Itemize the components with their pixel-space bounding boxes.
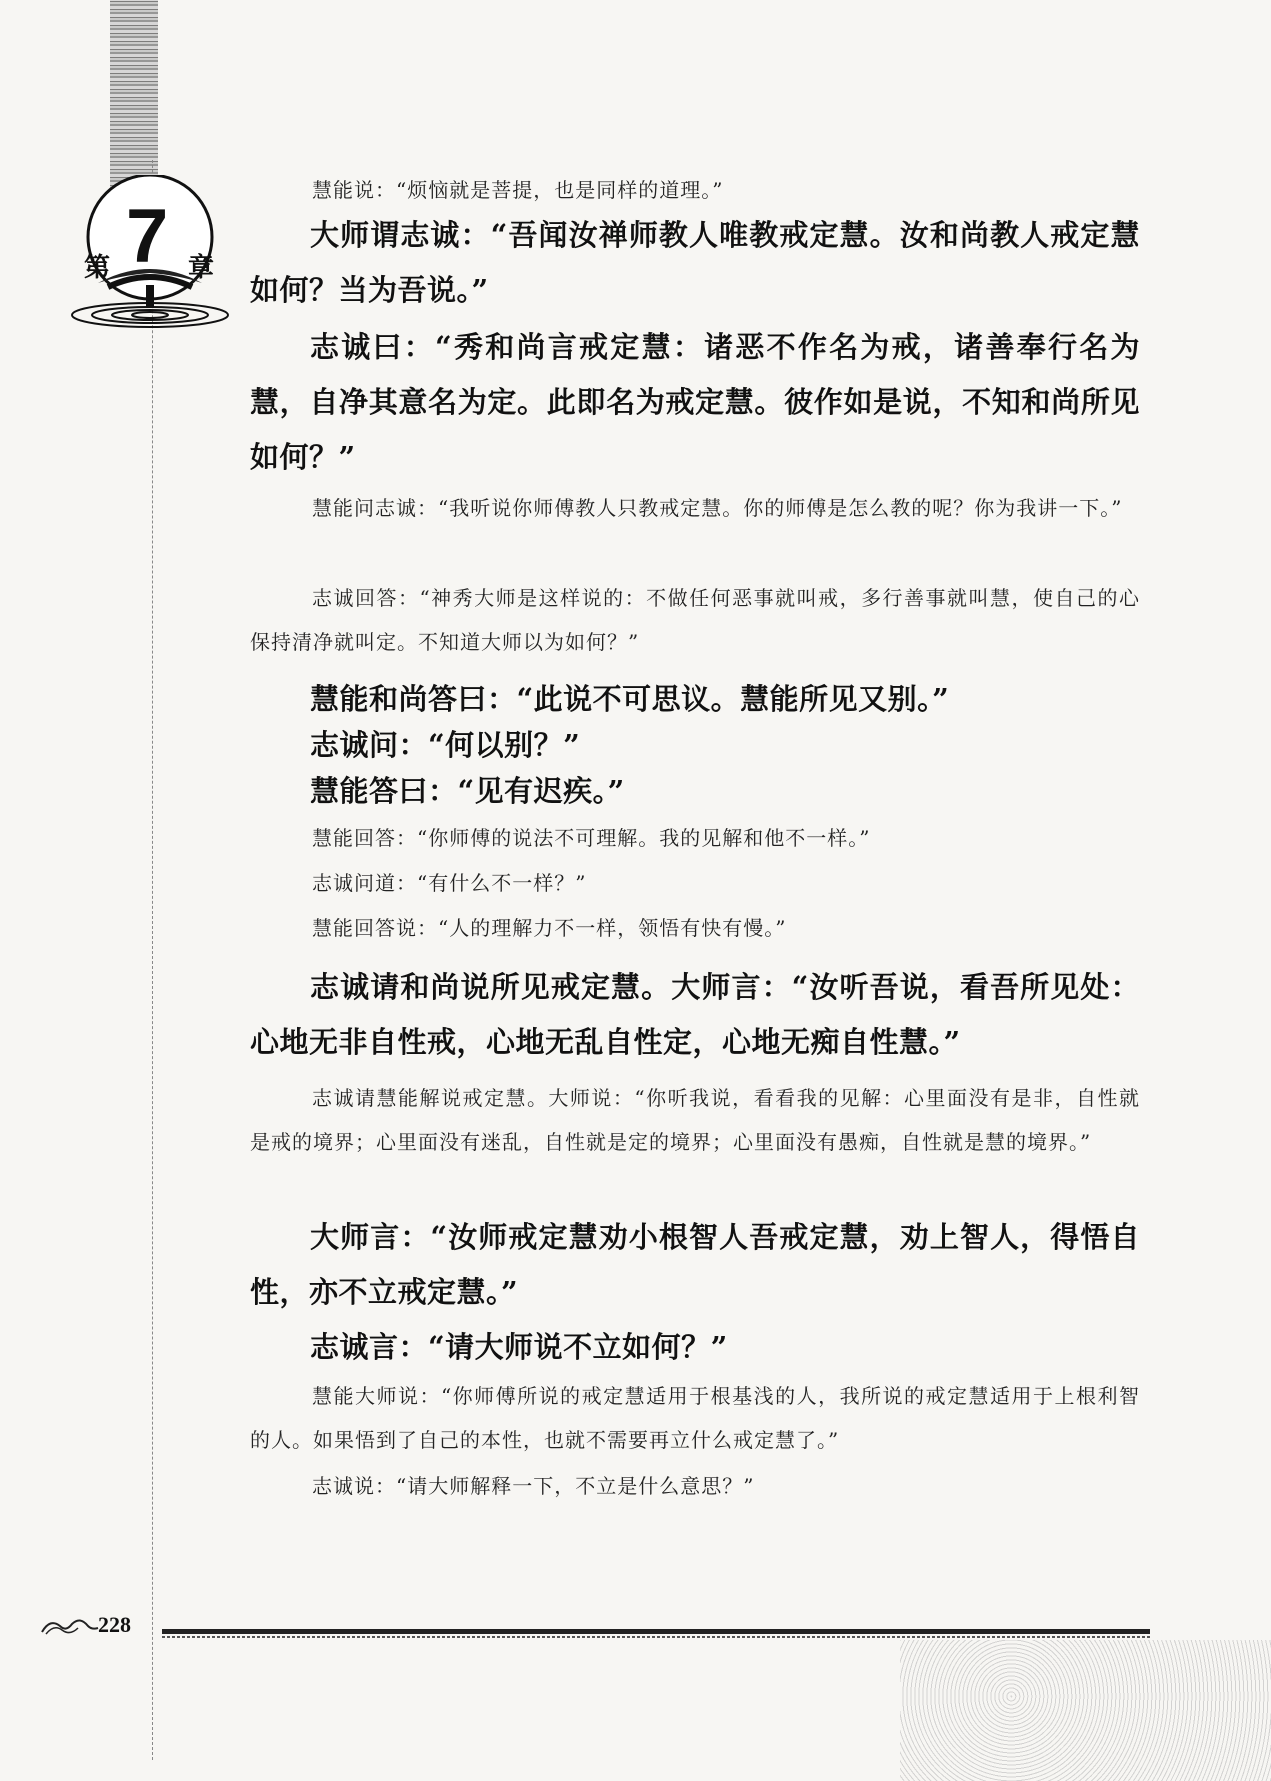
original-paragraph: 大师谓志诚：“吾闻汝禅师教人唯教戒定慧。汝和尚教人戒定慧如何？当为吾说。”	[250, 218, 1140, 307]
original-paragraph: 大师言：“汝师戒定慧劝小根智人吾戒定慧，劝上智人，得悟自性，亦不立戒定慧。”	[250, 1220, 1140, 1309]
original-paragraph: 志诚言：“请大师说不立如何？”	[310, 1330, 728, 1364]
footer-rule	[162, 1629, 1150, 1634]
translation-paragraph: 慧能问志诚：“我听说你师傅教人只教戒定慧。你的师傅是怎么教的呢？你为我讲一下。”	[312, 496, 1123, 520]
translation-paragraph: 慧能说：“烦恼就是菩提，也是同样的道理。”	[312, 178, 724, 202]
decorative-strip	[110, 0, 158, 190]
translation-paragraph: 慧能回答：“你师傅的说法不可理解。我的见解和他不一样。”	[312, 826, 871, 850]
original-paragraph: 慧能和尚答曰：“此说不可思议。慧能所见又别。”	[310, 682, 950, 716]
original-paragraph: 志诚问：“何以别？”	[310, 728, 581, 762]
wave-ornament-icon	[40, 1612, 100, 1640]
translation-paragraph: 志诚请慧能解说戒定慧。大师说：“你听我说，看看我的见解：心里面没有是非，自性就是戒的境界；心里面没有迷乱，自性就是定的境界；心里面没有愚痴，自性就是慧的境界。”	[250, 1086, 1140, 1154]
translation-paragraph: 慧能回答说：“人的理解力不一样，领悟有快有慢。”	[312, 916, 787, 940]
translation-paragraph: 志诚问道：“有什么不一样？”	[312, 871, 587, 895]
chapter-prefix: 第	[84, 253, 111, 283]
original-paragraph: 慧能答曰：“见有迟疾。”	[310, 774, 625, 808]
footer-rule-secondary	[162, 1636, 1150, 1638]
chapter-suffix: 章	[188, 253, 215, 283]
margin-rule	[152, 160, 153, 1760]
translation-paragraph: 慧能大师说：“你师傅所说的戒定慧适用于根基浅的人，我所说的戒定慧适用于上根利智的人。如果悟到了自己的本性，也就不需要再立什么戒定慧了。”	[250, 1384, 1140, 1452]
scan-noise	[900, 1640, 1271, 1781]
translation-paragraph: 志诚回答：“神秀大师是这样说的：不做任何恶事就叫戒，多行善事就叫慧，使自己的心保持清净就叫定。不知道大师以为如何？”	[250, 586, 1140, 654]
chapter-number: 7	[126, 194, 169, 279]
original-paragraph: 志诚请和尚说所见戒定慧。大师言：“汝听吾说，看吾所见处：心地无非自性戒，心地无乱自性定，心地无痴自性慧。”	[250, 970, 1140, 1059]
page-number: 228	[98, 1612, 131, 1637]
translation-paragraph: 志诚说：“请大师解释一下，不立是什么意思？”	[312, 1474, 755, 1498]
chapter-badge	[68, 175, 238, 375]
original-paragraph: 志诚曰：“秀和尚言戒定慧：诸恶不作名为戒，诸善奉行名为慧，自净其意名为定。此即名为戒定慧。彼作如是说，不知和尚所见如何？”	[250, 330, 1140, 474]
